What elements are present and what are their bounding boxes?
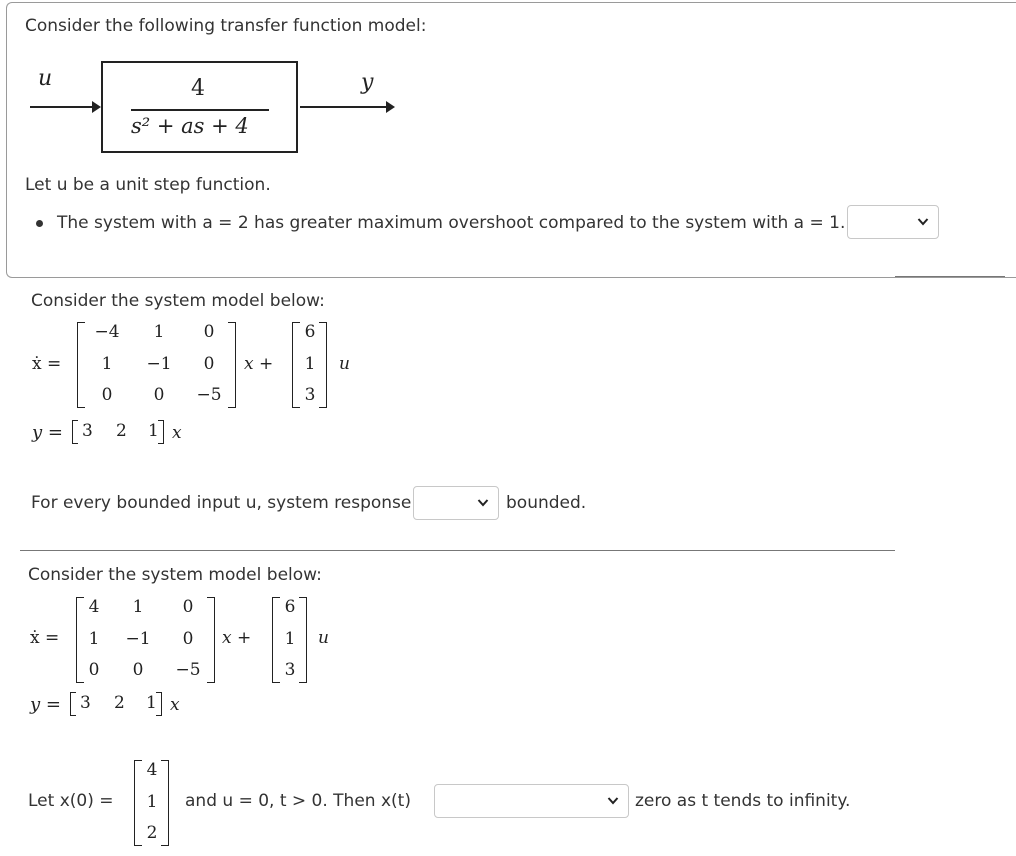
q2-prompt-after: bounded. bbox=[506, 493, 587, 513]
q3-let-x0: Let x(0) = bbox=[28, 791, 114, 811]
q2-matrix-a: −4 1 0 1 −1 0 0 0 −5 bbox=[77, 322, 237, 408]
q2-vector-b: 6 1 3 bbox=[292, 322, 328, 408]
q2-x-plus: x + bbox=[244, 354, 274, 374]
input-arrow-head bbox=[92, 101, 101, 113]
q2-y-eq: y = bbox=[32, 422, 63, 443]
bullet-dot bbox=[36, 220, 43, 227]
q1-note: Let u be a unit step function. bbox=[25, 175, 271, 195]
q2-intro: Consider the system model below: bbox=[31, 291, 325, 311]
q3-y-eq: y = bbox=[30, 694, 61, 715]
q1-separator-right bbox=[895, 276, 1005, 277]
tf-numerator: 4 bbox=[191, 76, 205, 101]
q3-condition: and u = 0, t > 0. Then x(t) bbox=[185, 791, 411, 811]
q2-separator bbox=[20, 550, 895, 551]
q3-xdot: ẋ = bbox=[30, 628, 60, 648]
q2-prompt-before: For every bounded input u, system response bbox=[31, 493, 412, 513]
input-label: u bbox=[38, 66, 53, 91]
output-label: y bbox=[361, 70, 374, 95]
q3-u: u bbox=[318, 628, 329, 648]
input-arrow-line bbox=[30, 106, 94, 108]
tf-denominator: s² + as + 4 bbox=[131, 114, 249, 138]
q2-row-c: 3 2 1 bbox=[72, 420, 172, 444]
q3-x-plus: x + bbox=[222, 628, 252, 648]
q3-row-c: 3 2 1 bbox=[70, 692, 170, 716]
bracket-right bbox=[228, 322, 236, 408]
chevron-down-icon bbox=[607, 793, 619, 813]
chevron-down-icon bbox=[477, 495, 489, 515]
q2-answer-select[interactable] bbox=[413, 486, 499, 520]
q3-y-x: x bbox=[170, 695, 180, 715]
q2-xdot: ẋ = bbox=[32, 354, 62, 374]
q1-bullet-text: The system with a = 2 has greater maximum overshoot compared to the system with a = 1. bbox=[57, 213, 846, 233]
bracket-left bbox=[77, 322, 85, 408]
q3-matrix-a: 4 1 0 1 −1 0 0 0 −5 bbox=[76, 597, 226, 683]
output-arrow-line bbox=[300, 106, 388, 108]
q3-prompt-after: zero as t tends to infinity. bbox=[635, 791, 851, 811]
transfer-function-block bbox=[101, 61, 298, 153]
tf-fraction-bar bbox=[131, 109, 269, 111]
q3-vector-x0: 4 1 2 bbox=[134, 760, 170, 846]
q1-intro: Consider the following transfer function model: bbox=[25, 16, 427, 36]
q3-intro: Consider the system model below: bbox=[28, 565, 322, 585]
q2-u: u bbox=[339, 354, 350, 374]
q3-answer-select[interactable] bbox=[434, 784, 629, 818]
q1-answer-select[interactable] bbox=[847, 205, 939, 239]
output-arrow-head bbox=[386, 101, 395, 113]
q2-y-x: x bbox=[172, 423, 182, 443]
q3-vector-b: 6 1 3 bbox=[272, 597, 308, 683]
chevron-down-icon bbox=[917, 214, 929, 234]
